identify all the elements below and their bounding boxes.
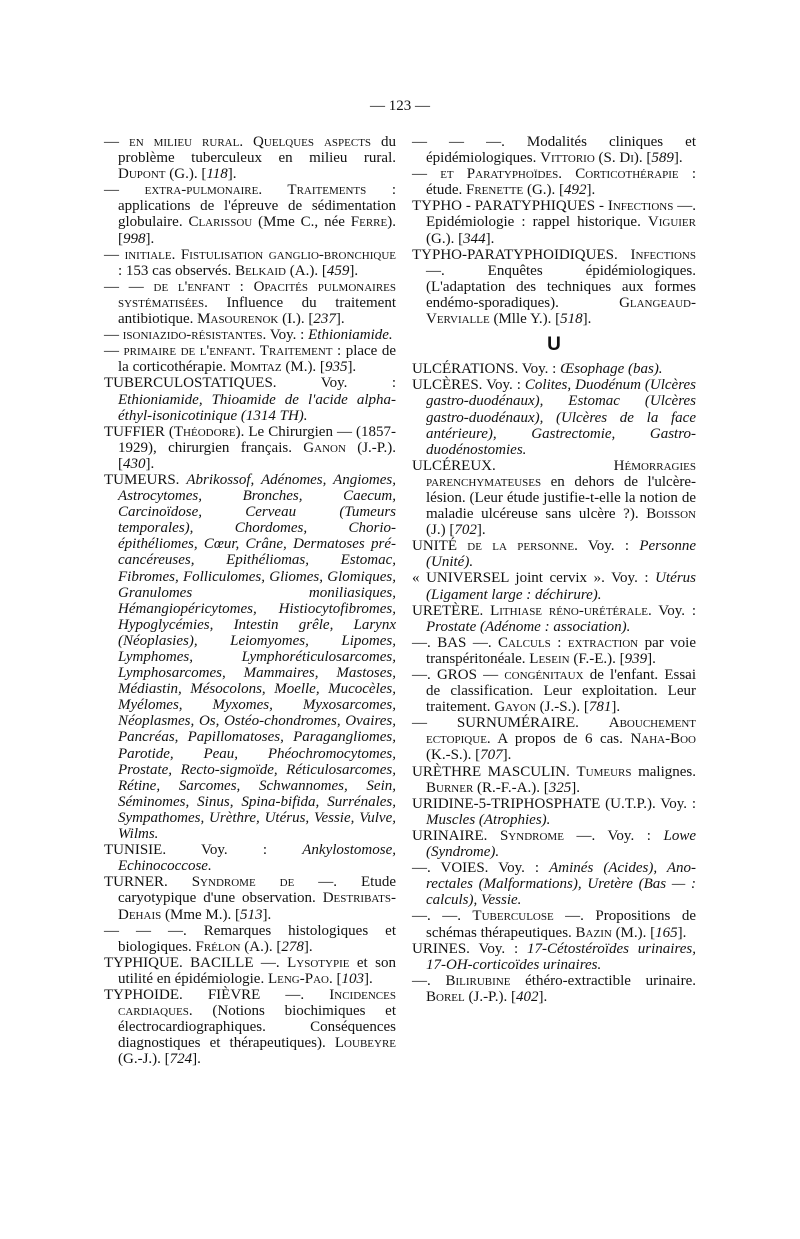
italic-text: 237 [313, 311, 336, 328]
index-entry [104, 472, 396, 842]
index-entry [104, 182, 396, 246]
index-entry [104, 923, 396, 955]
entry-text: du problème tuberculeux en milieu rural. [118, 134, 396, 167]
small-caps-text: Frenette [465, 182, 524, 199]
index-entry [412, 860, 696, 908]
italic-text: 118 [206, 166, 228, 183]
index-entry [104, 987, 396, 1067]
entry-text: ]. [582, 311, 592, 328]
small-caps-text: Dupont [118, 166, 166, 183]
small-caps-text: Infections [630, 246, 696, 263]
entry-text: Voy. : [651, 602, 697, 619]
entry-text: ]. [677, 924, 687, 941]
index-entry [412, 361, 696, 377]
index-entry [412, 764, 696, 796]
entry-text: TYPHO - PARATYPHIQUES - [412, 198, 608, 215]
entry-text: ). Le Chirurgien — (1857-1929), chirurgien français. [118, 423, 396, 456]
entry-text: ULCÉRATIONS. Voy. : [412, 361, 561, 378]
entry-text: URÈTHRE MASCULIN. [412, 763, 577, 780]
small-caps-text: Théodore [173, 423, 236, 440]
entry-text: : place de la corticothérapie. [118, 343, 397, 376]
italic-text: 492 [564, 182, 587, 199]
italic-text: 707 [480, 747, 503, 764]
italic-text: 344 [463, 230, 486, 247]
italic-text: 325 [548, 779, 572, 796]
entry-text: ). [ [633, 150, 652, 167]
small-caps-text: et Paratyphoïdes. Corticothérapie [440, 166, 679, 183]
italic-text: Utérus (Ligament large : déchirure). [426, 570, 696, 603]
index-entry [412, 973, 696, 1005]
entry-text: : applications de l'épreuve de sédimentation globulaire. [118, 182, 397, 231]
small-caps-text: Lithiase réno-urétérale. [490, 602, 652, 619]
entry-text: en dehors de l'ulcère-lésion. (Leur étude justifie-t-elle la notion de maladie ulcéreuse sans ulcère ?). [426, 473, 696, 523]
small-caps-text: Glangeaud-Vervialle [426, 294, 696, 328]
small-caps-text: Tumeurs [576, 763, 632, 780]
entry-text: — [104, 327, 123, 344]
italic-text: 165 [655, 924, 678, 941]
entry-text: (M.). [ [281, 359, 325, 376]
entry-text: Voy. : [266, 327, 309, 344]
small-caps-text: Infections [607, 198, 674, 215]
italic-text: 402 [515, 988, 539, 1005]
italic-text: Ethioniamide. [308, 327, 393, 344]
entry-text: — — [104, 278, 154, 295]
entry-text: (J.) [ [426, 522, 455, 539]
entry-text: (A.). [ [240, 938, 282, 955]
entry-text: (G.). [ [426, 230, 464, 247]
entry-text: (G.). [ [165, 166, 207, 183]
entry-text: TUNISIE. Voy. : [104, 842, 303, 859]
small-caps-text: Frélon [195, 938, 241, 955]
italic-text: 998 [123, 230, 146, 247]
entry-text: ULCÉREUX. [412, 457, 614, 474]
entry-text: TYPHO-PARATYPHOIDIQUES. [412, 246, 631, 263]
entry-text: TUBERCULOSTATIQUES. Voy. : [104, 375, 396, 392]
entry-text: (K.-S.). [ [426, 747, 481, 764]
entry-text: — [104, 246, 125, 263]
italic-text: 702 [454, 522, 477, 539]
small-caps-text: Hémorragies parenchymateuses [426, 457, 696, 490]
entry-text: malignes. [631, 763, 696, 780]
small-caps-text: Belkaid [235, 262, 287, 279]
small-caps-text: Syndrome de [191, 874, 295, 891]
index-entry [104, 343, 396, 375]
small-caps-text: Di [619, 150, 634, 167]
italic-text: Aminés (Acides), Ano-rectales (Malformations), Uretère (Bas — : calculs), Vessie. [426, 860, 696, 909]
index-entry [412, 377, 696, 457]
entry-text: . [ [328, 970, 342, 987]
entry-text: —. Epidémiologie : rappel historique. [426, 198, 696, 231]
page-number: — 123 — [370, 98, 430, 114]
entry-text: par voie transpéritonéale. [426, 634, 696, 667]
small-caps-text: Momtaz [230, 359, 282, 376]
small-caps-text: Loubeyre [334, 1035, 396, 1052]
small-caps-text: Tuberculose [472, 908, 554, 925]
small-caps-text: de la personne. [467, 538, 578, 555]
small-caps-text: en milieu rural. Quelques aspects [128, 134, 372, 150]
entry-text: (Mme M.). [ [161, 906, 240, 923]
entry-text: ]. [502, 747, 512, 764]
small-caps-text: isoniazido-résistantes. [122, 327, 267, 344]
entry-text: — — —. Remarques histologiques et biologiques. [104, 922, 396, 955]
entry-text: URETÈRE. [412, 602, 491, 619]
entry-text: —. BAS —. [412, 634, 499, 651]
italic-text: Personne (Unité). [426, 538, 696, 571]
entry-text: ]. [647, 650, 656, 667]
entry-text: ). [ [118, 214, 396, 247]
italic-text: 781 [588, 699, 612, 716]
small-caps-text: Lesein [529, 650, 570, 667]
index-entry [412, 667, 696, 715]
entry-text: (Notions biochimiques et électrocardiographiques. Conséquences diagnostiques et thérapeutiques). [118, 1003, 396, 1052]
entry-text: —. GROS — [412, 667, 505, 683]
small-caps-text: Lysotypie [287, 954, 350, 971]
entry-text: (J.-S.). [ [535, 699, 589, 716]
small-caps-text: Syndrome [499, 827, 564, 844]
entry-text: ]. [145, 230, 155, 247]
entry-text: TYPHOIDE. FIÈVRE —. [104, 986, 330, 1003]
small-caps-text: Clarissou [188, 214, 253, 231]
entry-text: ]. [335, 311, 345, 328]
small-caps-text: Borel [426, 988, 465, 1005]
index-entry [104, 279, 396, 327]
entry-text: (J.-P.). [ [464, 988, 516, 1005]
index-entry [104, 375, 396, 423]
index-entry-list [104, 134, 396, 1067]
entry-text: TYPHIQUE. BACILLE —. [104, 954, 288, 971]
italic-text: 278 [281, 938, 304, 955]
entry-text: TUFFIER ( [104, 423, 174, 440]
entry-text: ]. [262, 906, 272, 923]
small-caps-text: Incidences cardiaques. [118, 986, 396, 1020]
italic-text: 518 [560, 311, 583, 328]
entry-text: ]. [586, 182, 596, 199]
entry-text: TUMEURS. [104, 471, 187, 488]
entry-text: ]. [347, 359, 357, 376]
index-entry [104, 247, 396, 279]
entry-text: (A.). [ [286, 262, 327, 279]
index-entry [412, 796, 696, 828]
index-entry [104, 955, 396, 987]
entry-text: de l'enfant. Essai de classification. Leur exploitation. Leur traitement. [426, 667, 697, 716]
small-caps-text: Destribats-Dehais [118, 890, 396, 923]
entry-text: ]. [227, 166, 237, 183]
small-caps-text: primaire de l'enfant. Traitement [123, 343, 333, 360]
entry-text: — [104, 134, 129, 150]
entry-text: — — —. Modalités cliniques et épidémiologiques. [412, 134, 696, 167]
entry-text: (S. [594, 150, 620, 167]
index-entry [104, 327, 396, 343]
entry-text: « UNIVERSEL joint cervix ». Voy. : [412, 570, 656, 587]
index-entry [412, 166, 696, 198]
entry-text: —. —. [412, 908, 473, 925]
entry-text: — [104, 182, 145, 199]
entry-text: ]. [611, 699, 621, 716]
entry-text: éthéro-extractible urinaire. [510, 972, 696, 989]
entry-text: (Mlle Y.). [ [489, 311, 561, 328]
italic-text: Œsophage (bas). [560, 361, 663, 378]
index-entry [412, 458, 696, 538]
small-caps-text: Bazin [575, 924, 612, 941]
small-caps-text: de l'enfant : Opacités pulmonaires systématisées. [118, 278, 396, 311]
entry-text: et son utilité en épidémiologie. [118, 954, 396, 987]
entry-text: — SURNUMÉRAIRE. [412, 715, 609, 732]
index-entry [412, 247, 696, 327]
entry-text: Influence du traitement antibiotique. [118, 294, 396, 328]
index-entry [412, 198, 696, 246]
small-caps-text: initiale. Fistulisation ganglio-bronchique [124, 246, 396, 263]
small-caps-text: Viguier [647, 214, 696, 231]
small-caps-text: congénitaux [504, 667, 584, 683]
entry-text: — [412, 166, 441, 183]
small-caps-text: Boisson [646, 506, 696, 523]
index-entry [412, 715, 696, 763]
section-letter: U [547, 334, 561, 356]
entry-text: —. [412, 972, 446, 989]
italic-text: 724 [169, 1051, 193, 1068]
italic-text: 589 [651, 150, 674, 167]
entry-text: UNITÉ [412, 538, 468, 555]
entry-text: (J.-P.). [ [118, 439, 396, 472]
entry-text: (R.-F.-A.). [ [473, 779, 549, 796]
entry-text: (G.-J.). [ [118, 1051, 170, 1068]
small-caps-text: Leng-Pao [267, 970, 329, 987]
entry-text: (Mme C., née [252, 214, 351, 231]
index-entry [412, 538, 696, 570]
entry-text: ]. [145, 455, 155, 472]
entry-text: (G.). [ [523, 182, 565, 199]
italic-text: Colites, Duodénum (Ulcères gastro-duodénaux), Estomac (Ulcères gastro-duodénaux), (Ulcères de la face antérieure), Gastrectomie, Gastro-duodénostomies. [426, 377, 696, 458]
small-caps-text: Naha-Boo [630, 731, 696, 748]
italic-text: Muscles (Atrophies). [426, 811, 551, 828]
index-entry [412, 635, 696, 667]
left-column [104, 134, 396, 1067]
small-caps-text: extra-pulmonaire. Traitements [144, 182, 367, 199]
entry-text: (M.). [ [611, 924, 656, 941]
entry-text: A propos de 6 cas. [490, 731, 631, 748]
small-caps-text: Masourenok [197, 311, 279, 328]
italic-text: Abrikossof, Adénomes, Angiomes, Astrocytomes, Bronches, Caecum, Carcinoïdose, Cerveau (Tumeurs temporales), Chordomes, Chorio-épithéliomes, Cœur, Crâne, Dermatoses pré-cancéreuses, Epithéliomas, Estomac, Fibromes, Folliculomes, Gliomes, Glomiques, Granulomes moniliasiques, Hémangiopéricytomes, Histiocytofibromes, Hypoglycémies, Intestin grêle, Larynx (Néoplasies), Leiomyomes, Lipomes, Lymphomes, Lymphoréticulosarcomes, Lymphosarcomes, Mammaires, Mastoses, Médiastin, Mésocolons, Moelle, Mucocèles, Myélomes, Myxomes, Myxosarcomes, Néoplasmes, Os, Ostéo-chondromes, Ovaires, Pancréas, Papillomatoses, Paragangliomes, Parotide, Peau, Phéochromocytomes, Prostate, Recto-sigmoïde, Réticulosarcomes, Rétine, Sarcomes, Schwannomes, Sein, Séminomes, Sinus, Spina-bifida, Surrénales, Sympathomes, Urèthre, Utérus, Vessie, Vulve, Wilms. [118, 471, 396, 843]
small-caps-text: Bilirubine [445, 972, 511, 989]
entry-text: Voy. : [577, 538, 640, 555]
entry-text: ]. [192, 1051, 201, 1068]
italic-text: 17-Cétostéroïdes urinaires, 17-OH-corticoïdes urinaires. [426, 940, 696, 973]
italic-text: 935 [324, 359, 348, 376]
italic-text: Lowe (Syndrome). [426, 827, 696, 861]
entry-text: ]. [571, 779, 581, 796]
italic-text: 939 [624, 650, 648, 667]
index-entry [412, 134, 696, 166]
entry-text: —. Etude caryotypique d'une observation. [118, 874, 396, 907]
entry-text: — [104, 343, 124, 360]
italic-text: 430 [123, 455, 146, 472]
small-caps-text: Gayon [494, 699, 536, 716]
italic-text: 459 [326, 262, 350, 279]
small-caps-text: Vittorio [540, 150, 595, 167]
entry-text: ULCÈRES. Voy. : [412, 377, 525, 394]
index-entry [412, 941, 696, 973]
entry-text: URIDINE-5-TRIPHOSPHATE (U.T.P.). Voy. : [412, 795, 696, 812]
index-entry [412, 570, 696, 602]
entry-text: URINAIRE. [412, 827, 500, 844]
small-caps-text: Ferre [350, 214, 388, 231]
small-caps-text: Ganon [303, 439, 346, 456]
entry-text: —. Propositions de schémas thérapeutiques. [426, 908, 696, 941]
entry-text: (I.). [ [278, 311, 314, 328]
index-entry [104, 134, 396, 182]
index-entry [412, 828, 696, 860]
italic-text: 513 [239, 906, 263, 923]
entry-text: ]. [476, 522, 486, 539]
entry-text: ]. [485, 230, 495, 247]
right-column [412, 134, 696, 1005]
italic-text: Ankylostomose, Echinococcose. [118, 842, 396, 875]
italic-text: Prostate (Adénome : association). [426, 618, 631, 635]
index-entry [412, 603, 696, 635]
entry-text: : étude. [426, 166, 697, 199]
entry-text: ]. [349, 262, 359, 279]
index-entry [104, 874, 396, 922]
index-entry-list [412, 134, 696, 327]
entry-text: (F.-E.). [ [569, 650, 625, 667]
entry-text: URINES. Voy. : [412, 940, 528, 957]
index-entry [104, 842, 396, 874]
entry-text: : 153 cas observés. [118, 262, 236, 279]
index-entry [412, 908, 696, 940]
entry-text: TURNER. [104, 874, 192, 891]
italic-text: 103 [341, 970, 364, 987]
entry-text: —. Voy. : [563, 827, 664, 844]
small-caps-text: Abouchement ectopique. [426, 715, 696, 748]
entry-text: ]. [303, 938, 313, 955]
entry-text: —. Enquêtes épidémiologiques. (L'adaptation des techniques aux formes endémo-sporadiques). [426, 262, 696, 311]
small-caps-text: Burner [426, 779, 474, 796]
index-entry-list [412, 361, 696, 1005]
entry-text: ]. [363, 970, 373, 987]
index-entry [104, 424, 396, 472]
entry-text: ]. [538, 988, 548, 1005]
entry-text: ]. [673, 150, 683, 167]
small-caps-text: Calculs : extraction [498, 634, 639, 651]
italic-text: Ethioniamide, Thioamide de l'acide alpha-éthyl-isonicotinique (1314 TH). [118, 391, 396, 424]
entry-text: —. VOIES. Voy. : [412, 860, 550, 877]
